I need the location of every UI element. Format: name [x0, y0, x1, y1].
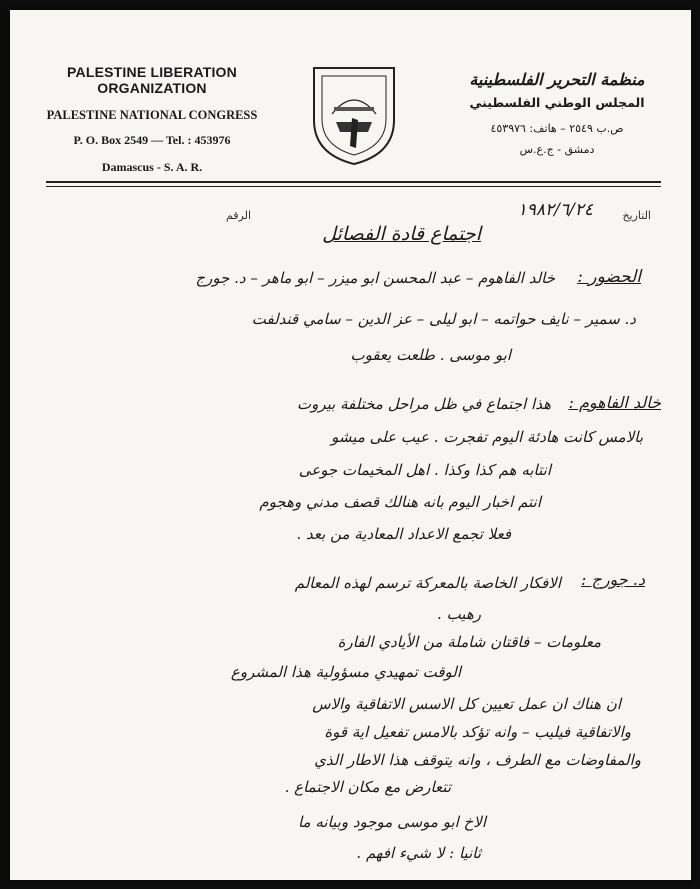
date-value: ١٩٨٢/٦/٢٤ — [517, 200, 593, 220]
org-name-en: PALESTINE LIBERATION ORGANIZATION — [67, 64, 237, 96]
attendees-label: الحضور : — [577, 267, 641, 287]
speaker-2-line-7: والمفاوضات مع الطرف ، وانه يتوقف هذا الاطار الذي — [314, 751, 641, 769]
arabic-letterhead — [457, 70, 657, 156]
speaker-2-line-6: والاتفاقية فيليب – وانه تؤكد بالامس تفعيل اية قوة — [324, 723, 631, 741]
speaker-2-line-3: معلومات – فاقتان شاملة من الأيادي الفارة — [337, 633, 601, 651]
congress-name-en: PALESTINE NATIONAL CONGRESS — [46, 108, 258, 122]
city-ar: دمشق - ج.ع.س — [519, 143, 595, 156]
speaker-2-line-5: ان هناك ان عمل تعيين كل الاسس الاتفاقية والاس — [312, 695, 621, 713]
english-letterhead — [42, 64, 262, 175]
speaker-1-line-3: انتابه هم كذا وكذا . اهل المخيمات جوعى — [298, 461, 551, 479]
speaker-1-label: خالد الفاهوم : — [568, 393, 661, 412]
header-rule-thin — [46, 186, 661, 187]
org-name-ar: منظمة التحرير الفلسطينية — [469, 70, 645, 89]
speaker-2-line-2: رهيب . — [437, 605, 481, 623]
speaker-2-line-10: ثانيا : لا شيء افهم . — [356, 844, 481, 862]
congress-name-ar: المجلس الوطني الفلسطيني — [469, 95, 645, 110]
speaker-1-line-1: هذا اجتماع في ظل مراحل مختلفة بيروت — [297, 395, 551, 413]
attendees-line-2: د. سمير – نايف حواتمه – ابو ليلى – عز الدين – سامي قندلفت — [251, 310, 636, 328]
plo-emblem-icon — [308, 62, 400, 168]
attendees-line-3: ابو موسى . طلعت يعقوب — [350, 346, 511, 364]
speaker-1-line-4: انتم اخبار اليوم بانه هنالك قصف مدني وهجوم — [259, 493, 541, 511]
document-title: اجتماع قادة الفصائل — [322, 223, 481, 245]
contact-en: P. O. Box 2549 — Tel. : 453976 — [73, 133, 231, 147]
ref-label: الرقم — [225, 209, 251, 222]
speaker-2-label: د. جورج : — [581, 570, 645, 589]
speaker-2-line-9: الاخ ابو موسى موجود وبيانه ما — [297, 813, 486, 831]
speaker-1-line-5: فعلا تجمع الاعداد المعادية من بعد . — [296, 525, 511, 543]
contact-ar: ص.ب ٢٥٤٩ – هاتف: ٤٥٣٩٧٦ — [490, 122, 624, 135]
speaker-2-line-8: تتعارض مع مكان الاجتماع . — [284, 778, 451, 796]
city-en: Damascus - S. A. R. — [101, 160, 203, 174]
speaker-2-line-1: الافكار الخاصة بالمعركة ترسم لهذه المعالم — [294, 574, 561, 592]
date-label: التاريخ — [622, 209, 651, 222]
header-rule-thick — [46, 181, 661, 183]
attendees-line-1: خالد الفاهوم – عبد المحسن ابو ميزر – ابو ماهر – د. جورج — [195, 269, 555, 287]
speaker-1-line-2: بالامس كانت هادئة اليوم تفجرت . عيب على ميشو — [331, 428, 643, 446]
letter-paper — [10, 10, 691, 880]
speaker-2-line-4: الوقت تمهيدي مسؤولية هذا المشروع — [230, 663, 461, 681]
